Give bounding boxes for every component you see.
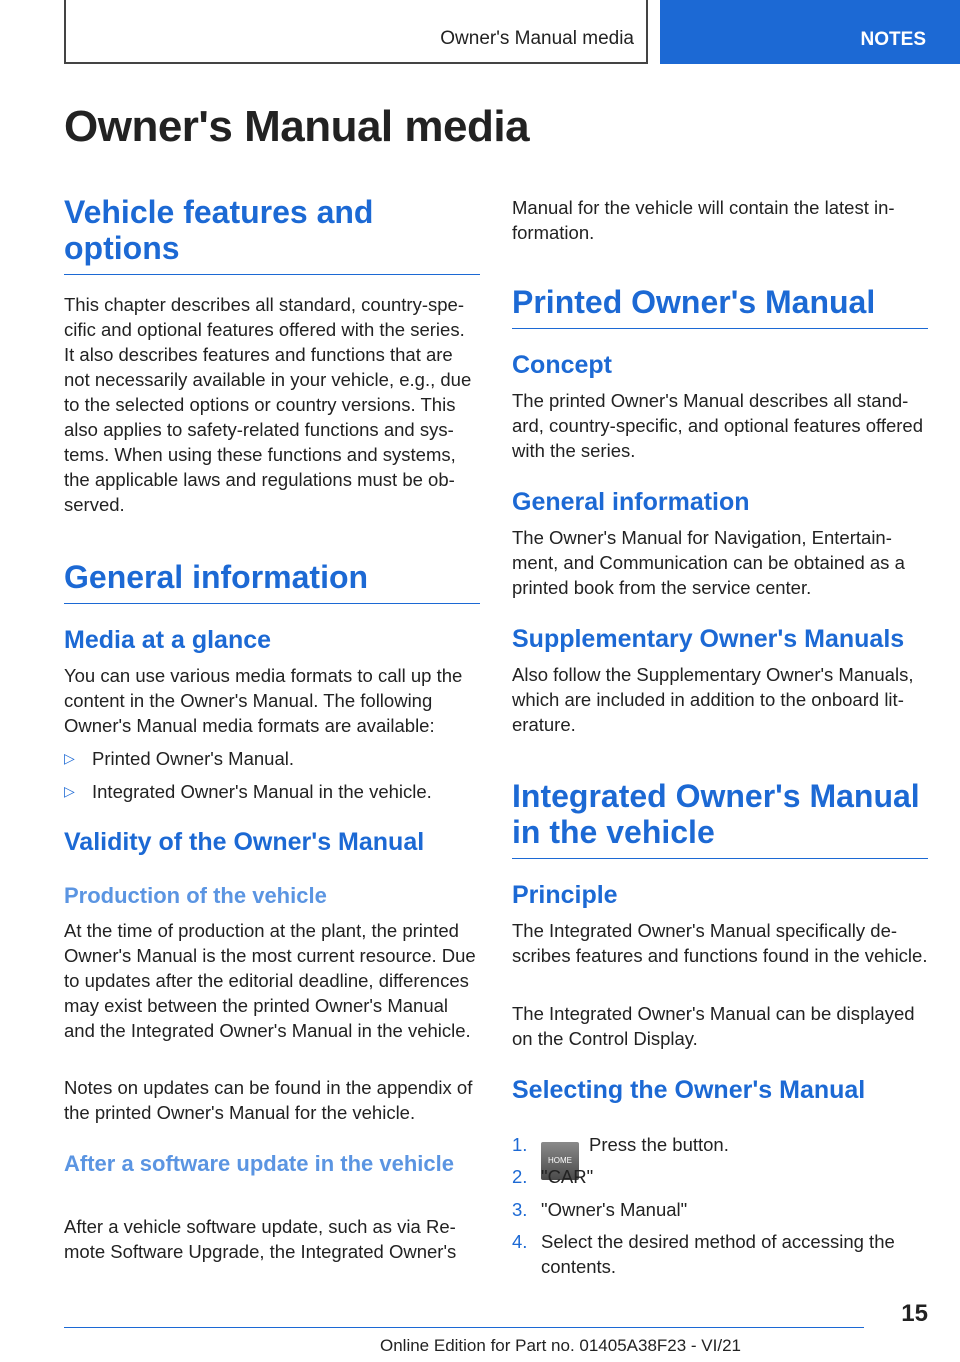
heading-selecting: Selecting the Owner's Manual (512, 1076, 866, 1104)
heading-general-information: General information (64, 559, 480, 604)
heading-supplementary: Supplementary Owner's Manuals (512, 625, 905, 653)
paragraph-media-glance: You can use various media formats to call up the content in the Owner's Manual. The following Owner's Manual media formats are available: (64, 665, 463, 736)
header-section-title: Owner's Manual media (440, 28, 634, 49)
heading-production: Production of the vehicle (64, 883, 327, 908)
header-tab-notes[interactable] (660, 0, 960, 64)
heading-vehicle-features: Vehicle features and options (64, 194, 480, 275)
paragraph-supplementary: Also follow the Supplementary Owner's Manuals, which are included in addition to the onboard literature. (512, 664, 914, 735)
heading-printed-manual: Printed Owner's Manual (512, 284, 928, 329)
home-button-icon[interactable]: HOME (541, 1142, 579, 1180)
page-number: 15 (901, 1300, 928, 1327)
triangle-bullet-icon: ▷ (64, 750, 75, 766)
paragraph-concept: The printed Owner's Manual describes all standard, country-specific, and optional features offered with the series. (512, 390, 924, 461)
footer-divider (64, 1327, 864, 1328)
paragraph-production-2: Notes on updates can be found in the appendix of the printed Owner's Manual for the vehicle. (64, 1077, 473, 1123)
heading-validity: Validity of the Owner's Manual (64, 828, 425, 856)
heading-concept: Concept (512, 351, 612, 379)
heading-principle: Principle (512, 881, 618, 909)
heading-integrated-manual: Integrated Owner's Manual in the vehicle (512, 778, 928, 859)
heading-general-info: General information (512, 488, 750, 516)
paragraph-production-1: At the time of production at the plant, the printed Owner's Manual is the most current resource. Due to updates after the editorial deadline, differences may exist between the printed Owner's Manual and the Integrated Owner's Manual in the vehicle. (64, 920, 476, 1041)
header-tab-label: NOTES (860, 29, 926, 50)
footer-edition: Online Edition for Part no. 01405A38F23 - VI/21 (380, 1336, 742, 1355)
heading-media-glance: Media at a glance (64, 626, 272, 654)
paragraph-principle-1: The Integrated Owner's Manual specifically describes features and functions found in the vehicle. (512, 920, 928, 966)
paragraph-software-update: After a vehicle software update, such as via Remote Software Upgrade, the Integrated Owner's (64, 1216, 457, 1262)
paragraph-general-info: The Owner's Manual for Navigation, Entertainment, and Communication can be obtained as a printed book from the service center. (512, 527, 905, 598)
triangle-bullet-icon: ▷ (64, 783, 75, 799)
paragraph-continued: Manual for the vehicle will contain the latest information. (512, 197, 895, 243)
heading-software-update: After a software update in the vehicle (64, 1151, 454, 1176)
paragraph-principle-2: The Integrated Owner's Manual can be displayed on the Control Display. (512, 1003, 915, 1049)
page-title: Owner's Manual media (64, 102, 530, 151)
header-section-box (64, 0, 648, 64)
paragraph-vehicle-features: This chapter describes all standard, country-specific and optional features offered with the series. It also describes features and functions that are not necessarily available in your vehicle, e.g., due to the selected options or country versions. This also applies to safety-related functions and systems. When using these functions and systems, the applicable laws and regulations must be observed. (64, 294, 472, 515)
